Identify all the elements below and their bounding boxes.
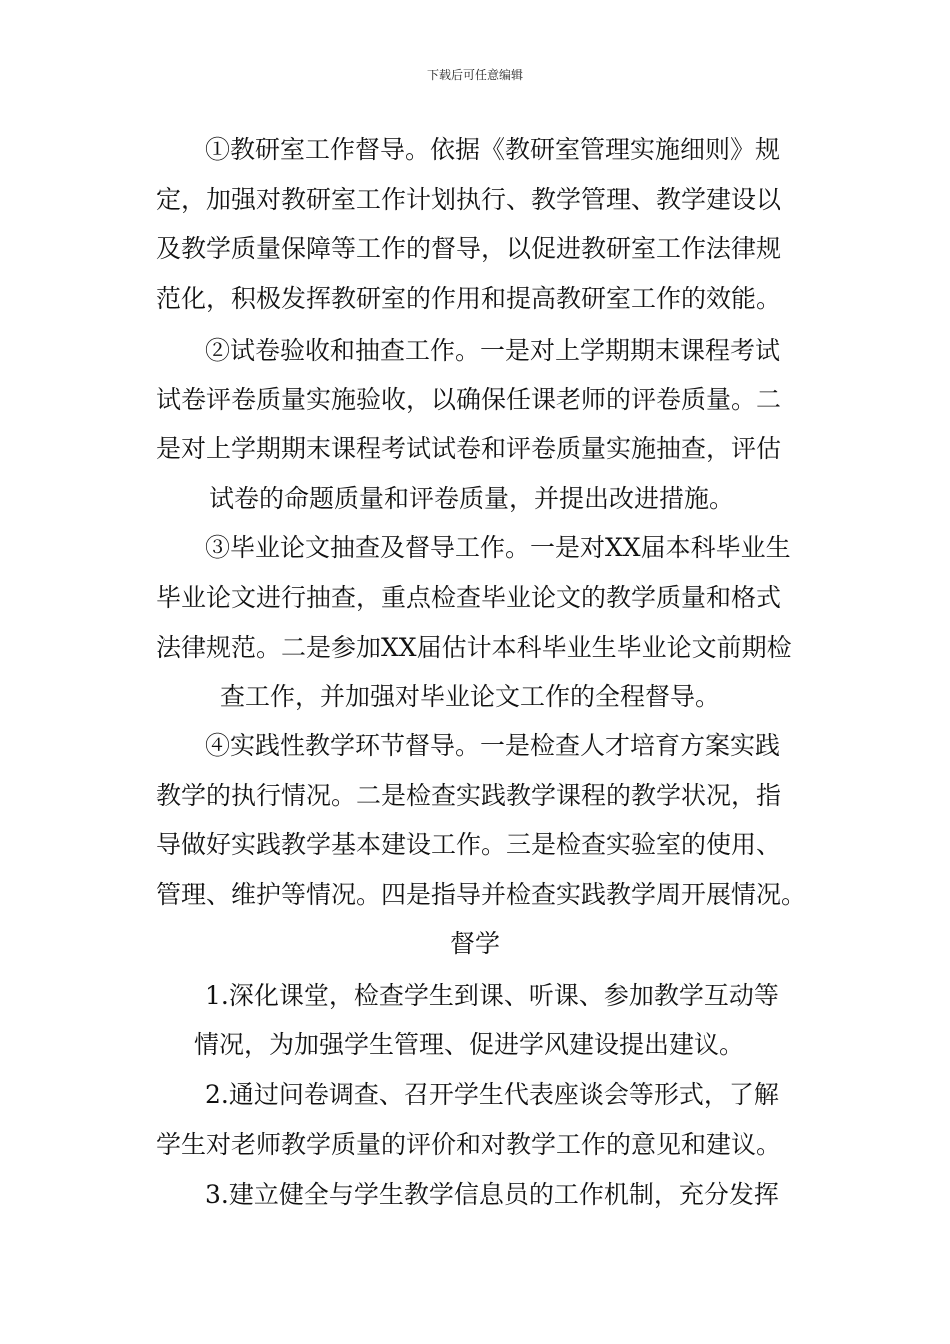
text-line: 教学的执行情况。二是检查实践教学课程的教学状况，指	[156, 781, 782, 810]
text-line: 定，加强对教研室工作计划执行、教学管理、教学建设以	[156, 185, 782, 214]
text-line: ④实践性教学环节督导。一是检查人才培育方案实践	[205, 731, 781, 760]
text-line: 试卷的命题质量和评卷质量，并提出改进措施。	[209, 484, 735, 513]
text-line: 毕业论文进行抽查，重点检查毕业论文的教学质量和格式	[156, 583, 782, 612]
page-header-note: 下载后可任意编辑	[426, 68, 523, 82]
text-line: 范化，积极发挥教研室的作用和提高教研室工作的效能。	[156, 284, 782, 313]
text-line: 情况，为加强学生管理、促进学风建设提出建议。	[194, 1030, 745, 1059]
section-heading: 督学	[449, 929, 500, 958]
text-line: ①教研室工作督导。依据《教研室管理实施细则》规	[205, 135, 781, 164]
text-line: 查工作，并加强对毕业论文工作的全程督导。	[220, 682, 721, 711]
text-line: 试卷评卷质量实施验收，以确保任课老师的评卷质量。二	[156, 385, 782, 414]
text-line: 3.建立健全与学生教学信息员的工作机制，充分发挥	[205, 1180, 779, 1209]
text-line: 导做好实践教学基本建设工作。三是检查实验室的使用、	[156, 830, 782, 859]
text-line: 1.深化课堂，检查学生到课、听课、参加教学互动等	[205, 981, 779, 1010]
text-line: 及教学质量保障等工作的督导，以促进教研室工作法律规	[156, 234, 782, 263]
text-line: 管理、维护等情况。四是指导并检查实践教学周开展情况。	[156, 880, 807, 909]
text-line: 2.通过问卷调查、召开学生代表座谈会等形式，了解	[205, 1080, 779, 1109]
text-line: 学生对老师教学质量的评价和对教学工作的意见和建议。	[156, 1130, 782, 1159]
text-line: ③毕业论文抽查及督导工作。一是对XX届本科毕业生	[205, 533, 791, 562]
text-line: 是对上学期期末课程考试试卷和评卷质量实施抽查，评估	[156, 434, 782, 463]
text-line: ②试卷验收和抽查工作。一是对上学期期末课程考试	[205, 336, 781, 365]
text-line: 法律规范。二是参加XX届估计本科毕业生毕业论文前期检	[156, 633, 792, 662]
